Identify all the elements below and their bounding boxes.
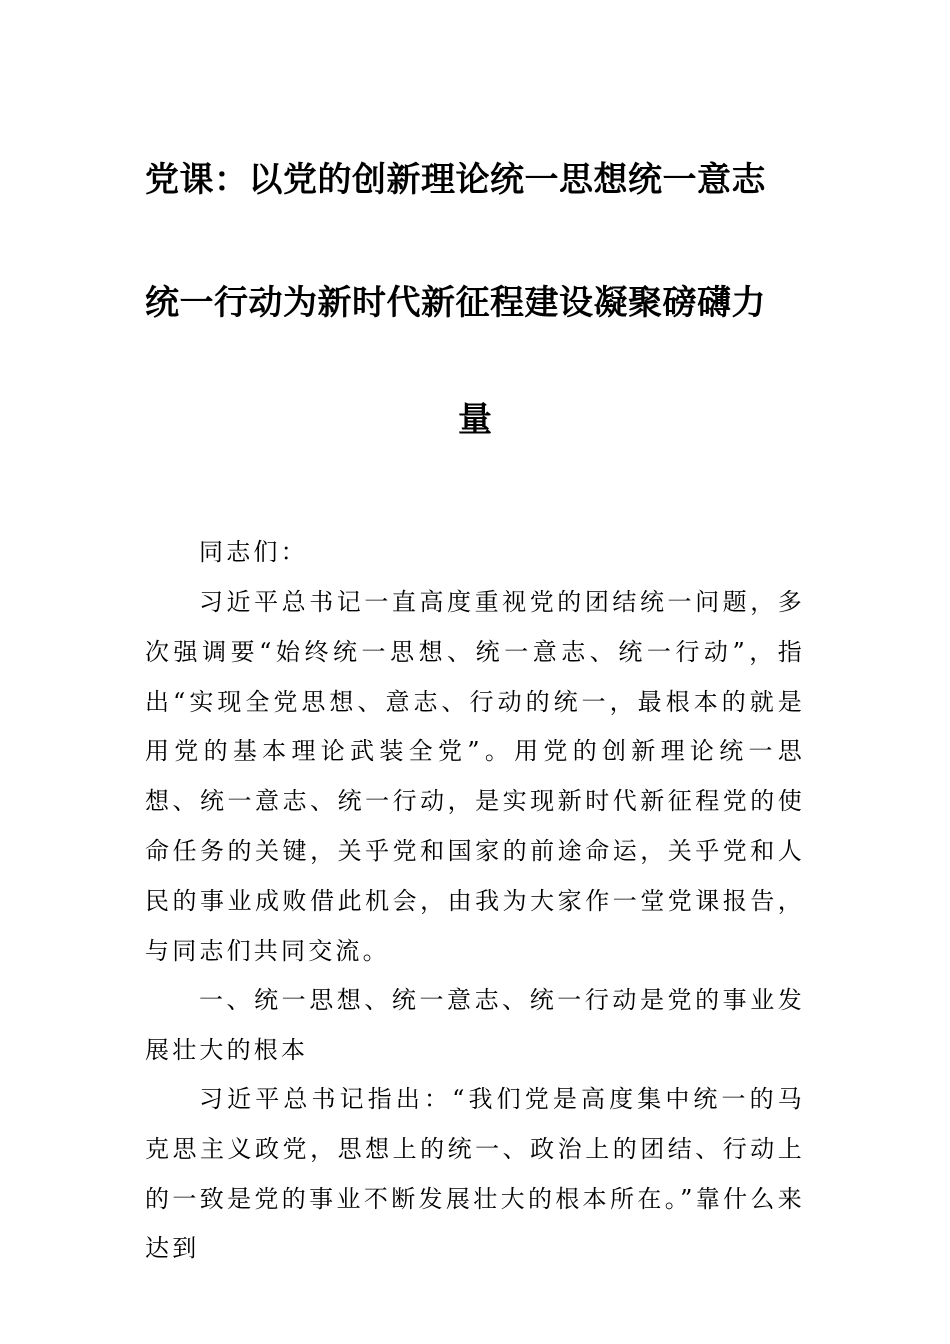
document-title-line-2: 统一行动为新时代新征程建设凝聚磅礴力 <box>145 283 766 323</box>
body-paragraph-2: 习近平总书记指出：“我们党是高度集中统一的马克思主义政党，思想上的统一、政治上的团结、行动上的一致是党的事业不断发展壮大的根本所在。”靠什么来达到 <box>145 1085 805 1263</box>
document-title-line-3: 量 <box>458 400 492 440</box>
body-paragraph-1: 习近平总书记一直高度重视党的团结统一问题，多次强调要“始终统一思想、统一意志、统一行动”，指出“实现全党思想、意志、行动的统一，最根本的就是用党的基本理论武装全党”。用党的创新理论统一思想、统一意志、统一行动，是实现新时代新征程党的使命任务的关键，关乎党和国家的前途命运，关乎党和人民的事业成败借此机会，由我为大家作一堂党课报告，与同志们共同交流。 <box>145 588 805 965</box>
section-heading-1: 一、统一思想、统一意志、统一行动是党的事业发展壮大的根本 <box>145 986 805 1064</box>
document-title-line-1: 党课：以党的创新理论统一思想统一意志 <box>145 160 766 200</box>
greeting: 同志们： <box>199 538 308 566</box>
